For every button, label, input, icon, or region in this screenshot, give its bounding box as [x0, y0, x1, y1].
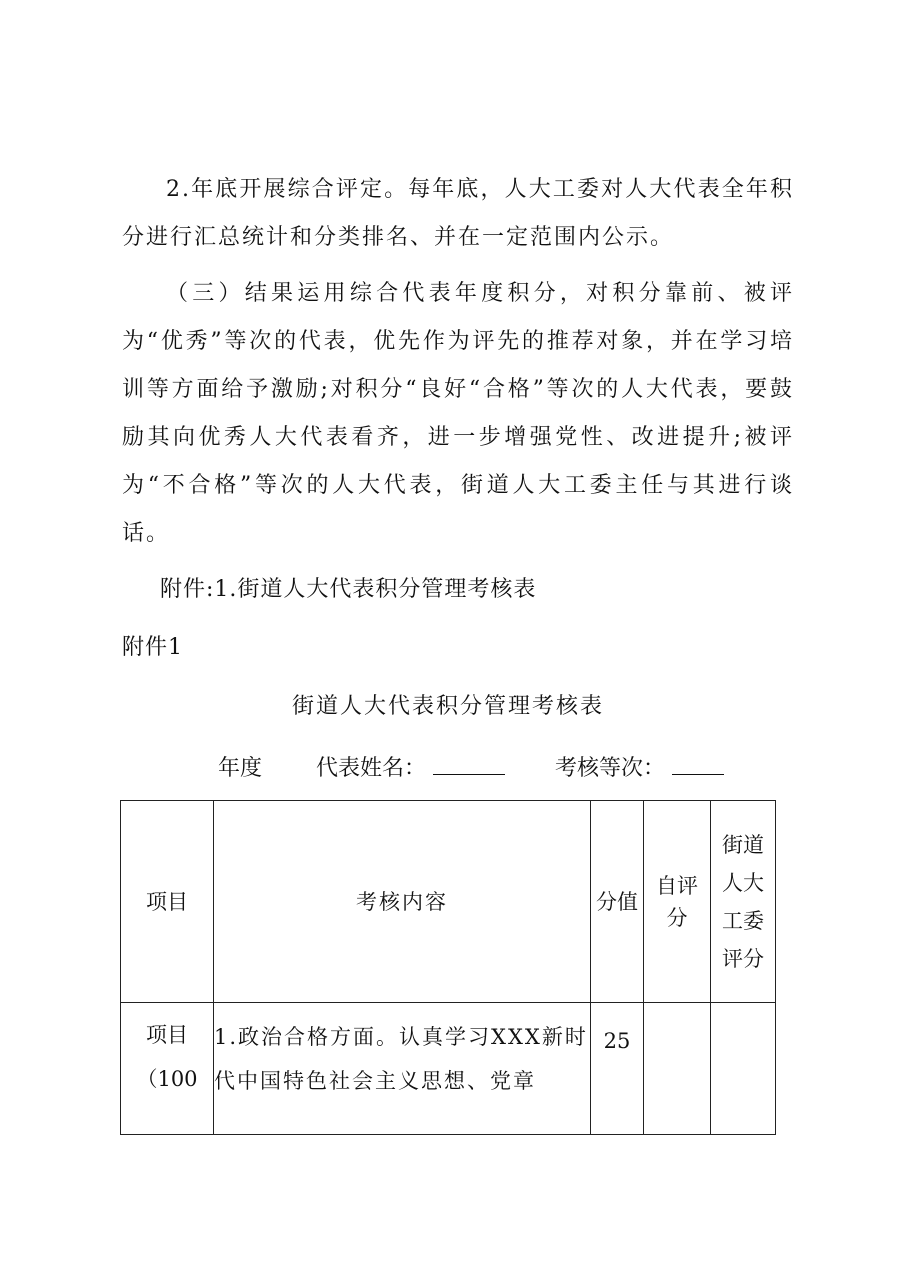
header-self-line-2: 分: [666, 905, 688, 930]
header-review-line-1: 街道: [722, 832, 764, 857]
grade-blank: [672, 752, 724, 775]
header-item: 项目: [121, 801, 214, 1003]
name-label: 代表姓名：: [316, 756, 427, 781]
header-review-line-2: 人大: [722, 870, 764, 895]
table-header-fields: [218, 752, 724, 784]
header-self-line-1: 自评: [656, 873, 698, 898]
table-header-row: [121, 801, 776, 1003]
header-review-line-4: 评分: [722, 946, 764, 971]
row1-item-line-1: 项目: [146, 1023, 188, 1047]
grade-label: 考核等次：: [555, 756, 666, 781]
assessment-table: [120, 800, 776, 1135]
header-review-score: [711, 801, 776, 1003]
header-review-line-3: 工委: [722, 908, 764, 933]
header-self-score: [644, 801, 711, 1003]
header-content: 考核内容: [214, 801, 591, 1003]
table-title: 街道人大代表积分管理考核表: [291, 694, 604, 719]
header-score: 分值: [591, 801, 644, 1003]
row1-item: [121, 1003, 214, 1135]
row1-score: 25: [591, 1003, 644, 1135]
paragraph-year-end-evaluation: 2.年底开展综合评定。每年底，人大工委对人大代表全年积分进行汇总统计和分类排名、并在一定范围内公示。: [122, 177, 794, 250]
name-blank: [433, 752, 505, 775]
attachment-label: 附件1: [122, 635, 183, 660]
row1-self-score: [644, 1003, 711, 1135]
attachment-line: 附件:1.街道人大代表积分管理考核表: [160, 577, 537, 602]
row1-content: 1.政治合格方面。认真学习XXX新时代中国特色社会主义思想、党章: [214, 1003, 591, 1135]
paragraph-result-application: （三）结果运用综合代表年度积分，对积分靠前、被评为“优秀”等次的代表，优先作为评先的推荐对象，并在学习培训等方面给予激励;对积分“良好“合格”等次的人大代表，要鼓励其向优秀人大代表看齐，进一步增强党性、改进提升;被评为“不合格”等次的人大代表，街道人大工委主任与其进行谈话。: [122, 281, 794, 546]
year-label: 年度: [218, 756, 263, 781]
row1-item-line-2: （100: [136, 1067, 198, 1091]
row1-review-score: [711, 1003, 776, 1135]
table-row: [121, 1003, 776, 1135]
